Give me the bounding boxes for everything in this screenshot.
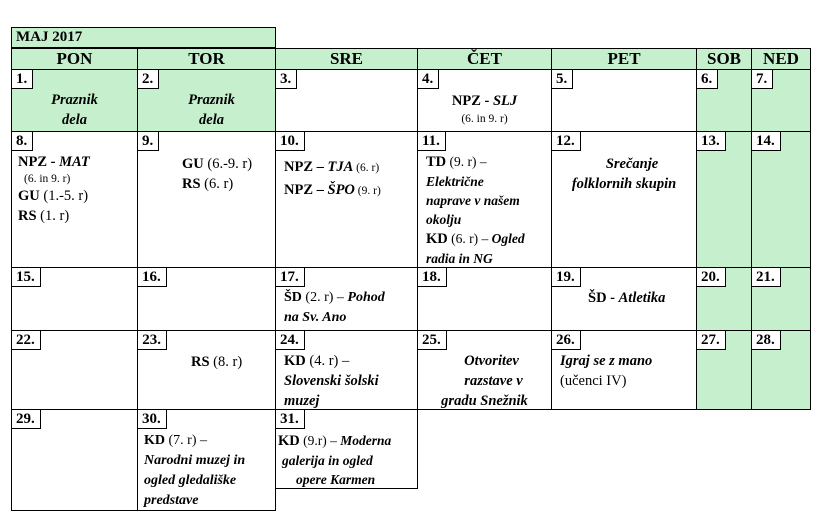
- event-note: (6. in 9. r): [24, 173, 71, 185]
- day-cell-4: [417, 69, 552, 132]
- event-text: (6. r) –: [447, 231, 492, 246]
- day-number: 1.: [12, 70, 33, 89]
- event-text: Pohod: [347, 290, 385, 305]
- day-number: 30.: [138, 410, 167, 429]
- day-number: 31.: [276, 410, 305, 429]
- day-cell-12: [551, 131, 697, 268]
- day-cell-20: [696, 267, 752, 331]
- event-text: KD: [426, 231, 448, 247]
- day-cell-25: [417, 330, 552, 410]
- day-cell-6: [696, 69, 752, 132]
- event-text: (4. r) –: [305, 353, 350, 369]
- day-cell-5: [551, 69, 697, 132]
- event-text: TD: [426, 154, 447, 170]
- event-text: Praznik: [51, 92, 98, 108]
- event-text: NPZ –: [284, 159, 328, 175]
- event-text: RS: [18, 208, 37, 224]
- day-number: 8.: [12, 132, 33, 151]
- day-number: 21.: [752, 268, 781, 287]
- day-cell-2: [137, 69, 276, 132]
- day-number: 2.: [138, 70, 159, 89]
- event-text: Ogled: [491, 231, 525, 246]
- event-text: SLJ: [492, 93, 518, 109]
- event-text: okolju: [426, 212, 462, 227]
- day-cell-14: [751, 131, 811, 268]
- event-text: TJA: [327, 159, 354, 175]
- day-number: 11.: [418, 132, 446, 151]
- event-text: (1.-5. r): [39, 188, 89, 204]
- day-cell-18: [417, 267, 552, 331]
- event-text: (učenci IV): [560, 373, 627, 389]
- header-sob: SOB: [696, 48, 752, 70]
- day-cell-17: [275, 267, 418, 331]
- day-number: 23.: [137, 331, 167, 350]
- event-text: KD: [144, 433, 165, 448]
- calendar-title: MAJ 2017: [11, 27, 276, 48]
- day-cell-23: [137, 330, 276, 410]
- day-number: 27.: [697, 331, 726, 350]
- event-text: (8. r): [209, 354, 243, 370]
- day-number: 20.: [697, 268, 726, 287]
- event-text: MAT: [59, 154, 90, 170]
- day-cell-7: [751, 69, 811, 132]
- header-tor: TOR: [137, 48, 276, 70]
- day-cell-10: [275, 131, 418, 268]
- event-note: (6. r): [353, 162, 380, 174]
- day-cell-21: [751, 267, 811, 331]
- event-text: GU: [18, 188, 40, 204]
- header-ned: NED: [751, 48, 811, 70]
- event-note: (6. in 9. r): [461, 113, 508, 125]
- day-cell-27: [696, 330, 752, 410]
- day-number: 10.: [276, 132, 305, 151]
- event-text: NPZ -: [451, 93, 493, 109]
- event-text: RS: [191, 354, 210, 370]
- event-text: Srečanje: [605, 156, 659, 172]
- event-text: Moderna: [340, 433, 392, 448]
- event-text: naprave v našem: [426, 193, 520, 208]
- day-number: 19.: [552, 268, 581, 287]
- day-cell-16: [137, 267, 276, 331]
- day-cell-1: [11, 69, 138, 132]
- day-cell-19: [551, 267, 697, 331]
- event-text: (9. r) –: [446, 154, 487, 169]
- day-cell-8: [11, 131, 138, 268]
- event-text: ŠPO: [327, 182, 355, 198]
- event-text: dela: [62, 112, 87, 128]
- event-text: ogled gledališke: [144, 473, 237, 488]
- day-number: 18.: [418, 268, 447, 287]
- day-number: 5.: [552, 70, 573, 89]
- event-text: Praznik: [188, 92, 235, 108]
- event-text: (6. r): [200, 176, 234, 192]
- day-cell-22: [11, 330, 138, 410]
- event-text: folklornih skupin: [571, 176, 677, 192]
- event-text: ŠD -: [588, 290, 619, 306]
- event-text: ŠD: [284, 290, 302, 305]
- event-text: muzej: [284, 393, 320, 409]
- day-cell-13: [696, 131, 752, 268]
- day-number: 3.: [276, 70, 297, 89]
- event-text: predstave: [144, 493, 199, 508]
- day-number: 6.: [697, 70, 718, 89]
- header-pon: PON: [11, 48, 138, 70]
- event-text: Atletika: [618, 290, 666, 306]
- day-cell-24: [275, 330, 418, 410]
- event-text: (6.-9. r): [203, 156, 253, 172]
- event-text: Narodni muzej in: [144, 453, 246, 468]
- day-cell-15: [11, 267, 138, 331]
- event-text: galerija in ogled: [282, 453, 373, 468]
- event-text: Slovenski šolski: [284, 373, 379, 389]
- event-text: (9.r) –: [299, 433, 341, 448]
- event-text: KD: [278, 433, 300, 449]
- event-text: NPZ -: [18, 154, 60, 170]
- event-text: radia in NG: [426, 251, 493, 266]
- day-cell-26: [551, 330, 697, 410]
- event-text: razstave v: [464, 373, 523, 389]
- day-cell-31: [275, 409, 418, 489]
- day-cell-3: [275, 69, 418, 132]
- day-cell-28: [751, 330, 811, 410]
- day-cell-30: [137, 409, 276, 511]
- day-number: 26.: [552, 331, 581, 350]
- header-cet: ČET: [417, 48, 552, 70]
- day-number: 7.: [752, 70, 773, 89]
- day-cell-29: [11, 409, 138, 511]
- event-text: NPZ –: [284, 182, 328, 198]
- day-cell-11: [417, 131, 552, 268]
- event-text: Igraj se z mano: [560, 353, 653, 369]
- header-pet: PET: [551, 48, 697, 70]
- day-number: 16.: [138, 268, 167, 287]
- event-text: gradu Snežnik: [441, 393, 528, 409]
- event-text: Električne: [426, 174, 484, 189]
- day-number: 22.: [12, 331, 41, 350]
- event-text: (7. r) –: [165, 433, 207, 448]
- event-text: (1. r): [36, 208, 70, 224]
- day-number: 12.: [552, 132, 581, 151]
- day-number: 29.: [12, 410, 41, 429]
- day-number: 14.: [752, 132, 781, 151]
- event-text: GU: [182, 156, 204, 172]
- day-number: 24.: [276, 331, 305, 350]
- event-text: opere Karmen: [296, 472, 376, 487]
- event-text: RS: [182, 176, 201, 192]
- day-number: 9.: [138, 132, 159, 151]
- event-text: (2. r) –: [301, 290, 348, 305]
- event-note: (9. r): [354, 185, 381, 197]
- day-number: 25.: [418, 331, 447, 350]
- header-sre: SRE: [275, 48, 418, 70]
- day-number: 13.: [697, 132, 726, 151]
- event-text: Otvoritev: [464, 353, 519, 369]
- event-text: na Sv. Ano: [284, 310, 347, 325]
- event-text: KD: [284, 353, 306, 369]
- day-number: 17.: [276, 268, 305, 287]
- event-text: dela: [199, 112, 224, 128]
- day-number: 4.: [418, 70, 439, 89]
- day-number: 15.: [12, 268, 41, 287]
- day-cell-9: [137, 131, 276, 268]
- day-number: 28.: [752, 331, 781, 350]
